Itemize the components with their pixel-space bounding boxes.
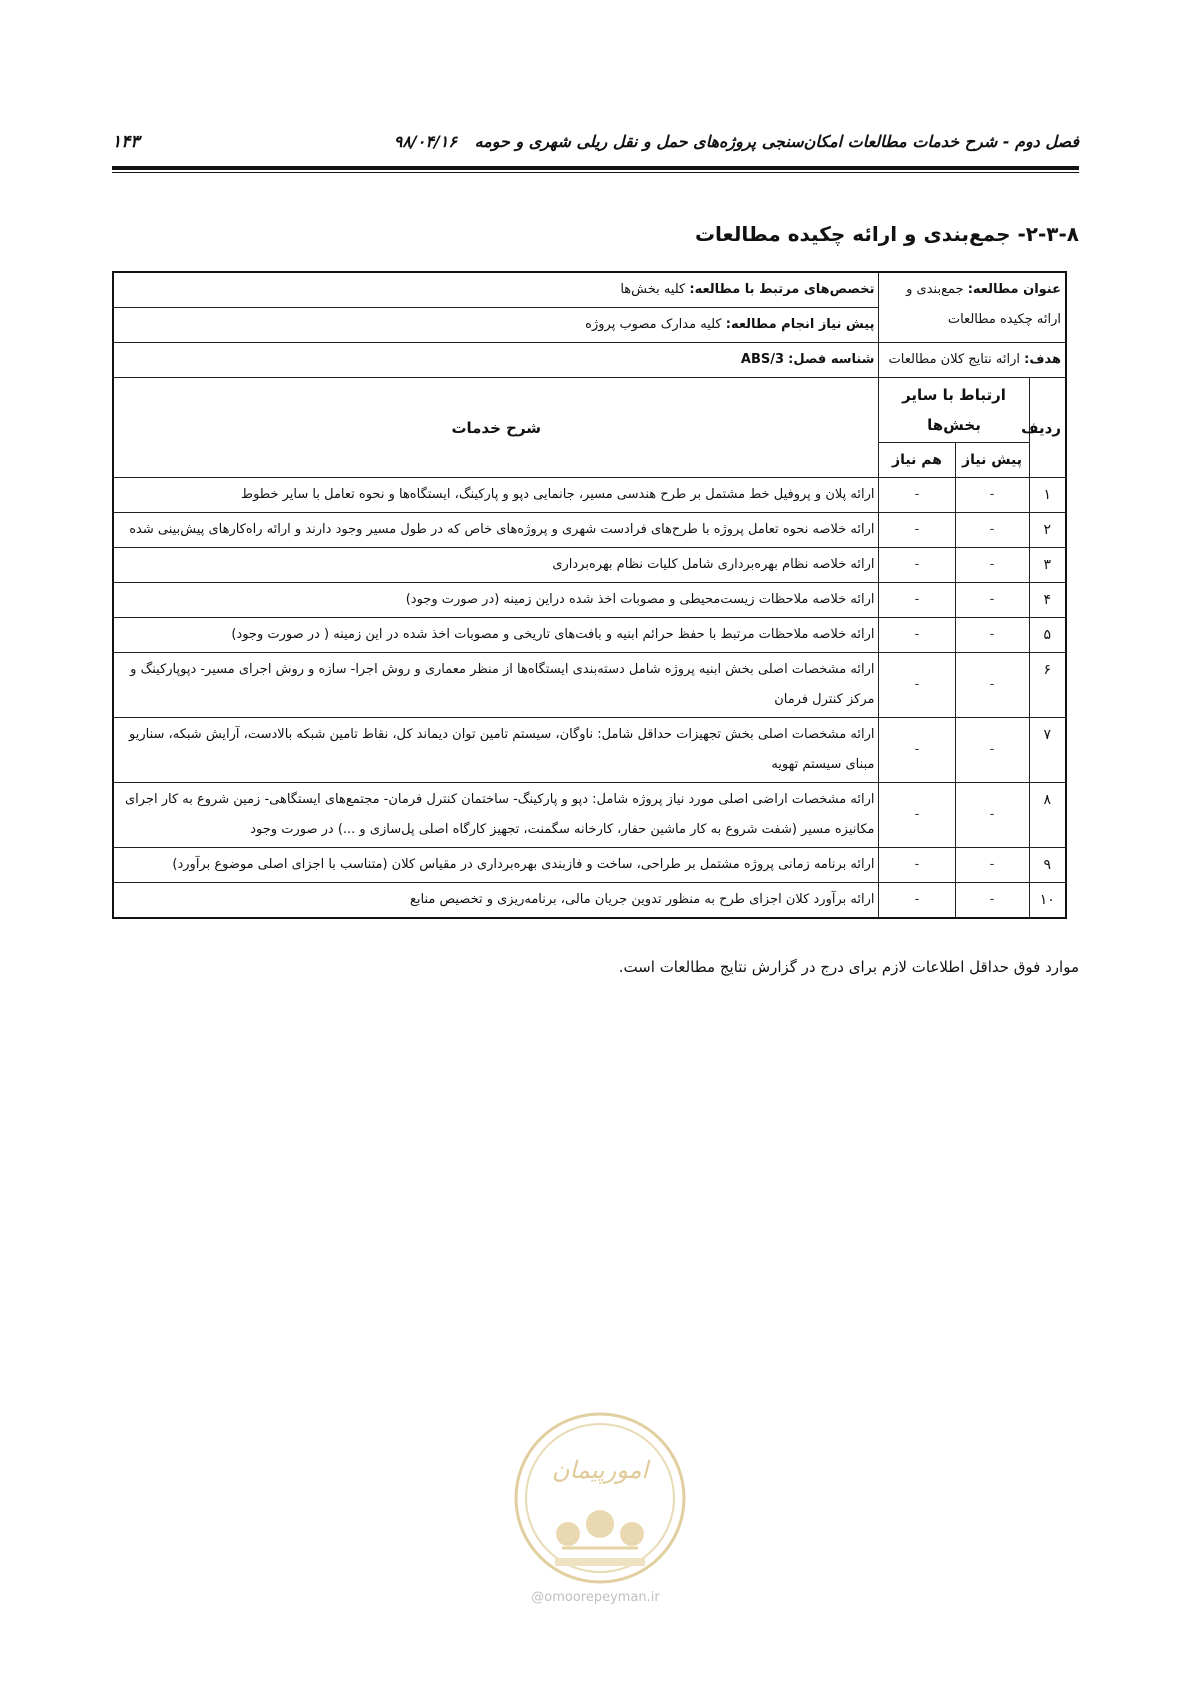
footer-note: موارد فوق حداقل اطلاعات لازم برای درج در گزارش نتایج مطالعات است. [618,958,1079,976]
header-title-text: فصل دوم - شرح خدمات مطالعات امکان‌سنجی پروژه‌های حمل و نقل ریلی شهری و حومه [474,132,1079,151]
row-coreq: - [879,478,955,513]
prereq-cell [113,308,879,343]
row-description: ارائه خلاصه ملاحظات مرتبط با حفظ حرائم ابنیه و بافت‌های تاریخی و مصوبات اخذ شده در این زمینه ( در صورت وجود) [113,618,879,653]
table-row [113,653,1066,718]
row-prereq: - [955,653,1029,718]
row-coreq: - [879,583,955,618]
header-rule-thin [112,172,1079,173]
header-title [394,132,1079,151]
row-coreq: - [879,718,955,783]
watermark-url: @omoorepeyman.ir [531,1590,660,1605]
description-header: شرح خدمات [113,378,879,478]
row-description: ارائه مشخصات اصلی بخش تجهیزات حداقل شامل: ناوگان، سیستم تامین توان دیماند کل، نقاط تامین شبکه بالادست، آرایش شبکه، سناریو مبنای سیستم تهویه [113,718,879,783]
row-number: ۷ [1029,718,1066,783]
row-prereq: - [955,883,1029,919]
row-number: ۸ [1029,783,1066,848]
row-description: ارائه برآورد کلان اجزای طرح به منظور تدوین جریان مالی، برنامه‌ریزی و تخصیص منابع [113,883,879,919]
row-description: ارائه خلاصه ملاحظات زیست‌محیطی و مصوبات اخذ شده دراین زمینه (در صورت وجود) [113,583,879,618]
watermark-seal-icon [510,1408,690,1588]
row-coreq: - [879,618,955,653]
specialties-label: تخصص‌های مرتبط با مطالعه: [689,282,875,297]
row-prereq: - [955,478,1029,513]
row-coreq: - [879,548,955,583]
row-coreq: - [879,513,955,548]
row-coreq: - [879,848,955,883]
row-number: ۹ [1029,848,1066,883]
table-header-row-1 [113,378,1066,443]
row-prereq: - [955,618,1029,653]
watermark-logo [510,1408,690,1608]
page-number: ۱۴۳ [112,132,140,152]
row-description: ارائه پلان و پروفیل خط مشتمل بر طرح هندسی مسیر، جانمایی دپو و پارکینگ، ایستگاه‌ها و نحوه تعامل با سایر خطوط [113,478,879,513]
row-coreq: - [879,783,955,848]
row-number: ۳ [1029,548,1066,583]
row-number-header: ردیف [1029,378,1066,478]
page-header [112,128,1079,164]
row-coreq: - [879,653,955,718]
prereq-value: کلیه مدارک مصوب پروژه [585,317,722,332]
row-description: ارائه مشخصات اراضی اصلی مورد نیاز پروژه شامل: دپو و پارکینگ- ساختمان کنترل فرمان- مجتمع‌های ایستگاهی- زمین شروع به کار اجرای مکانیزه مسیر (شفت شروع به کار ماشین حفار، کارخانه سگمنت، تجهیز کارگاه اصلی پل‌سازی و ...) در صورت وجود [113,783,879,848]
specialties-value: کلیه بخش‌ها [620,282,686,297]
specialties-cell [113,272,879,308]
prereq-label: پیش نیاز انجام مطالعه: [725,317,875,332]
table-row [113,848,1066,883]
table-row [113,718,1066,783]
row-number: ۵ [1029,618,1066,653]
table-row [113,618,1066,653]
meta-row-1 [113,272,1066,308]
chapter-id-label: شناسه فصل: [788,352,875,367]
row-prereq: - [955,583,1029,618]
study-title-cell [879,272,1066,343]
meta-row-3 [113,343,1066,378]
coreq-column-header: هم نیاز [879,443,955,478]
table-row [113,783,1066,848]
services-table-wrapper [112,271,1067,919]
chapter-id-cell [113,343,879,378]
study-title-line1: جمع‌بندی و [906,282,964,297]
row-number: ۴ [1029,583,1066,618]
header-date: ۹۸/۰۴/۱۶ [393,132,457,151]
table-row [113,513,1066,548]
table-row [113,478,1066,513]
watermark-logo-text: امورپیمان [551,1456,649,1484]
row-prereq: - [955,848,1029,883]
row-prereq: - [955,513,1029,548]
row-number: ۱ [1029,478,1066,513]
goal-label: هدف: [1024,352,1061,367]
row-description: ارائه مشخصات اصلی بخش ابنیه پروژه شامل دسته‌بندی ایستگاه‌ها از منظر معماری و روش اجرا- سازه و روش اجرای مسیر- دپوپارکینگ و مرکز کنترل فرمان [113,653,879,718]
chapter-id-value: ABS/3 [740,352,785,367]
row-number: ۶ [1029,653,1066,718]
row-description: ارائه خلاصه نظام بهره‌برداری شامل کلیات نظام بهره‌برداری [113,548,879,583]
table-row [113,583,1066,618]
row-description: ارائه برنامه زمانی پروژه مشتمل بر طراحی، ساخت و فازبندی بهره‌برداری در مقیاس کلان (متناسب با اجزای اصلی موضوع برآورد) [113,848,879,883]
row-coreq: - [879,883,955,919]
header-rule-thick [112,166,1079,170]
row-number: ۱۰ [1029,883,1066,919]
section-title: ۲-۳-۸- جمع‌بندی و ارائه چکیده مطالعات [694,222,1079,246]
goal-cell [879,343,1066,378]
row-description: ارائه خلاصه نحوه تعامل پروژه با طرح‌های فرادست شهری و پروژه‌های خاص که در طول مسیر وجود دارند و ارائه راه‌کارهای پیش‌بینی شده [113,513,879,548]
relation-header: ارتباط با سایر بخش‌ها [879,378,1029,443]
table-row [113,548,1066,583]
table-row [113,883,1066,919]
services-table [112,271,1067,919]
row-prereq: - [955,783,1029,848]
row-prereq: - [955,718,1029,783]
goal-value: ارائه نتایج کلان مطالعات [888,352,1021,367]
study-title-label: عنوان مطالعه: [967,282,1061,297]
row-number: ۲ [1029,513,1066,548]
prereq-column-header: پیش نیاز [955,443,1029,478]
row-prereq: - [955,548,1029,583]
study-title-line2: ارائه چکیده مطالعات [947,312,1061,327]
